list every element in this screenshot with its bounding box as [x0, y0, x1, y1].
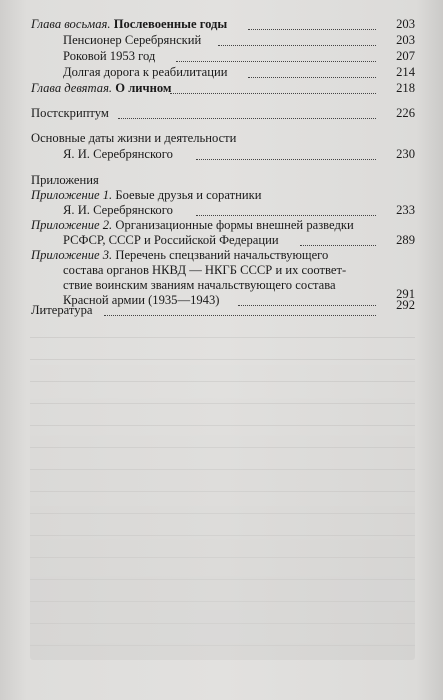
appendix-prefix: Приложение 3. — [31, 248, 113, 262]
page-number: 289 — [396, 233, 415, 247]
page-number: 207 — [396, 49, 415, 63]
page-number: 233 — [396, 203, 415, 217]
page-number: 291 — [396, 287, 415, 301]
toc-entry-section: Долгая дорога к реабилитации — [63, 65, 228, 79]
appendix-title: Перечень спецзваний начальствующего — [115, 248, 329, 262]
toc-entry-appendix-1-line2: Я. И. Серебрянского — [63, 203, 173, 217]
leader-dots — [218, 44, 376, 46]
chapter-title: О личном — [115, 81, 172, 95]
leader-dots — [300, 244, 376, 246]
leader-dots — [248, 76, 376, 78]
toc-entry-postscript: Постскриптум — [31, 106, 109, 120]
toc-entry-appendices-heading: Приложения — [31, 173, 99, 187]
appendix-title: Боевые друзья и соратники — [115, 188, 262, 202]
page-number: 292 — [396, 298, 415, 312]
leader-dots — [196, 158, 376, 160]
toc-entry-appendix-3-line1 — [31, 248, 328, 262]
appendix-prefix: Приложение 2. — [31, 218, 113, 232]
toc-entry-appendix-3-line2: состава органов НКВД — НКГБ СССР и их соответ- — [63, 263, 347, 277]
toc-entry-appendix-2-line1 — [31, 218, 354, 232]
chapter-prefix: Глава девятая. — [31, 81, 113, 95]
page-number: 203 — [396, 17, 415, 31]
leader-dots — [176, 60, 376, 62]
toc-entry-literature: Литература — [31, 303, 93, 317]
page-number: 226 — [396, 106, 415, 120]
page-number: 230 — [396, 147, 415, 161]
toc-entry-dates-line2: Я. И. Серебрянского — [63, 147, 173, 161]
toc-entry-appendix-1-line1 — [31, 188, 261, 202]
leader-dots — [248, 28, 376, 30]
leader-dots — [238, 304, 376, 306]
toc-entry-appendix-3-line3: ствие воинским званиям начальствующего состава — [63, 278, 336, 292]
toc-entry-section: Роковой 1953 год — [63, 49, 156, 63]
leader-dots — [104, 314, 376, 316]
page-number: 218 — [396, 81, 415, 95]
appendix-prefix: Приложение 1. — [31, 188, 113, 202]
toc-entry-appendix-2-line2: РСФСР, СССР и Российской Федерации — [63, 233, 279, 247]
toc-entry-appendix-3-line4: Красной армии (1935—1943) — [63, 293, 220, 307]
chapter-prefix: Глава восьмая. — [31, 17, 111, 31]
toc-entry-dates-line1: Основные даты жизни и деятельности — [31, 131, 237, 145]
leader-dots — [170, 92, 376, 94]
page-number: 214 — [396, 65, 415, 79]
leader-dots — [196, 214, 376, 216]
chapter-title: Послевоенные годы — [113, 17, 228, 31]
appendix-title: Организационные формы внешней разведки — [115, 218, 354, 232]
toc-entry-chapter-8 — [31, 17, 227, 31]
page-number: 203 — [396, 33, 415, 47]
toc-entry-chapter-9 — [31, 81, 172, 95]
toc-entry-section: Пенсионер Серебрянский — [63, 33, 202, 47]
leader-dots — [118, 117, 376, 119]
